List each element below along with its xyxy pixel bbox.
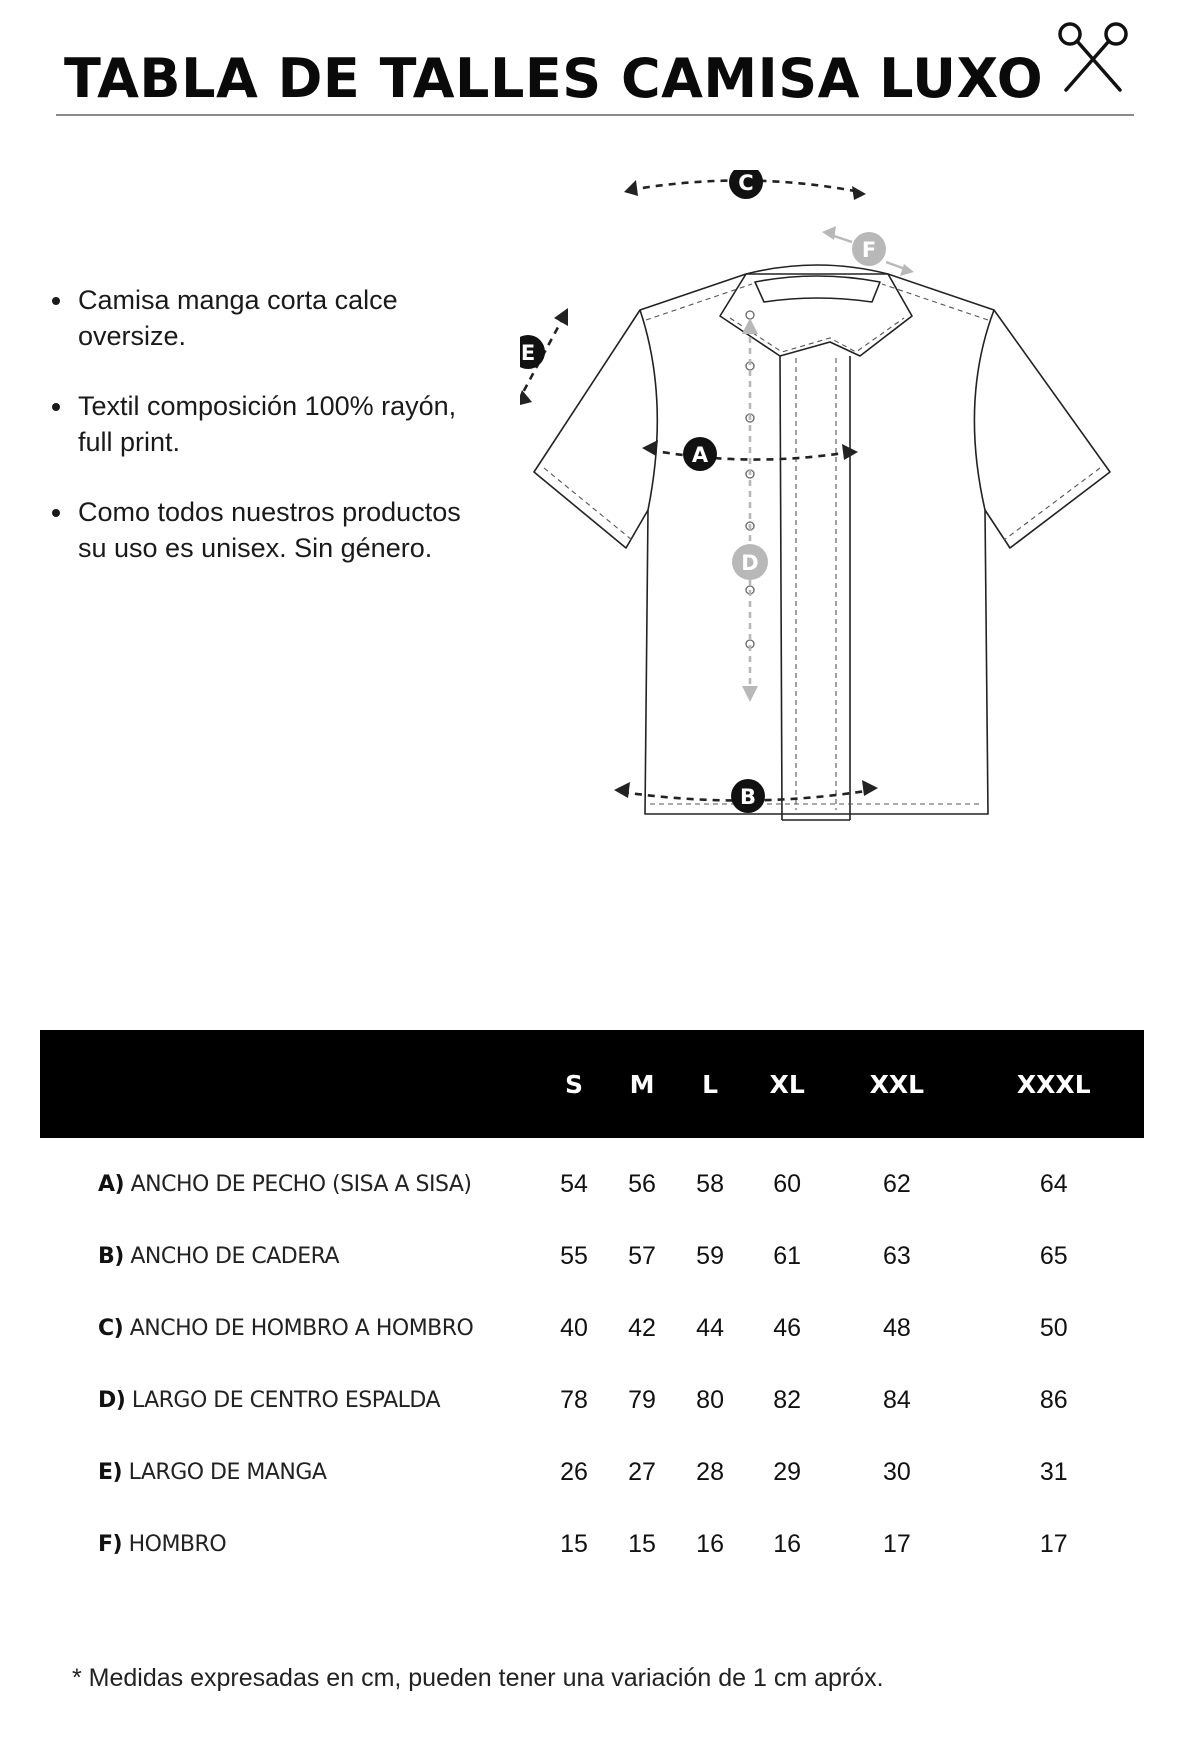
- measure-letter: F): [98, 1531, 123, 1557]
- measure-name: ANCHO DE PECHO (SISA A SISA): [130, 1171, 472, 1197]
- table-cell: 15: [560, 1529, 588, 1558]
- measure-name: ANCHO DE HOMBRO A HOMBRO: [129, 1315, 474, 1341]
- marker-f-label: F: [861, 238, 877, 262]
- measure-letter: E): [98, 1459, 123, 1485]
- table-row: [40, 1220, 1144, 1292]
- table-cell: 42: [628, 1313, 656, 1342]
- table-cell: 31: [1039, 1457, 1068, 1486]
- table-cell: 63: [882, 1241, 911, 1270]
- table-cell: 30: [882, 1457, 911, 1486]
- feature-list: [52, 282, 492, 600]
- measure-label: [40, 1220, 540, 1292]
- size-header-row: [40, 1030, 1144, 1138]
- feature-item: Camisa manga corta calce oversize.: [52, 282, 492, 354]
- page-title: TABLA DE TALLES CAMISA LUXO: [64, 47, 1044, 110]
- table-cell: 65: [1039, 1241, 1068, 1270]
- marker-e-label: E: [520, 341, 536, 365]
- feature-item: Como todos nuestros productos su uso es unisex. Sin género.: [52, 494, 492, 566]
- size-header: XL: [744, 1030, 830, 1138]
- table-cell: 28: [696, 1457, 724, 1486]
- table-cell: 54: [560, 1169, 588, 1198]
- table-cell: 55: [560, 1241, 588, 1270]
- table-cell: 50: [1039, 1313, 1068, 1342]
- header-blank: [40, 1030, 540, 1138]
- marker-d-label: D: [741, 551, 759, 575]
- table-row: [40, 1436, 1144, 1508]
- table-cell: 26: [560, 1457, 588, 1486]
- marker-a-label: A: [691, 443, 709, 467]
- table-row: [40, 1364, 1144, 1436]
- table-cell: 79: [628, 1385, 656, 1414]
- table-row: [40, 1138, 1144, 1220]
- measure-name: HOMBRO: [128, 1531, 227, 1557]
- arrow-heads: [520, 180, 878, 798]
- table-cell: 29: [773, 1457, 802, 1486]
- table-cell: 80: [696, 1385, 724, 1414]
- measure-name: LARGO DE MANGA: [128, 1459, 327, 1485]
- feature-item: Textil composición 100% rayón, full print.: [52, 388, 492, 460]
- table-cell: 82: [773, 1385, 802, 1414]
- marker-a: [683, 437, 717, 471]
- shirt-outline: [534, 265, 1110, 820]
- marker-d: [732, 544, 768, 580]
- measure-label: [40, 1138, 540, 1220]
- size-table: [40, 1030, 1144, 1580]
- measure-label: [40, 1364, 540, 1436]
- table-cell: 16: [696, 1529, 724, 1558]
- measure-name: ANCHO DE CADERA: [130, 1243, 340, 1269]
- table-cell: 15: [628, 1529, 656, 1558]
- marker-c: [729, 170, 763, 199]
- table-cell: 44: [696, 1313, 724, 1342]
- table-cell: 86: [1039, 1385, 1068, 1414]
- size-header: L: [676, 1030, 744, 1138]
- measure-letter: B): [98, 1243, 124, 1269]
- table-cell: 17: [1039, 1529, 1068, 1558]
- measure-label: [40, 1508, 540, 1580]
- size-header: XXL: [830, 1030, 963, 1138]
- table-cell: 60: [773, 1169, 802, 1198]
- table-cell: 62: [882, 1169, 911, 1198]
- table-cell: 27: [628, 1457, 656, 1486]
- table-cell: 40: [560, 1313, 588, 1342]
- measure-letter: A): [98, 1171, 125, 1197]
- marker-c-label: C: [738, 171, 754, 195]
- marker-e: [520, 335, 545, 369]
- table-row: [40, 1292, 1144, 1364]
- footnote: * Medidas expresadas en cm, pueden tener una variación de 1 cm apróx.: [72, 1664, 884, 1692]
- measure-name: LARGO DE CENTRO ESPALDA: [131, 1387, 441, 1413]
- table-cell: 17: [882, 1529, 911, 1558]
- size-header: XXXL: [964, 1030, 1144, 1138]
- table-cell: 61: [773, 1241, 802, 1270]
- measure-letter: D): [98, 1387, 126, 1413]
- shirt-measurement-diagram: [520, 170, 1120, 910]
- table-row: [40, 1508, 1144, 1580]
- size-header: M: [608, 1030, 676, 1138]
- table-cell: 16: [773, 1529, 802, 1558]
- table-cell: 46: [773, 1313, 802, 1342]
- table-cell: 78: [560, 1385, 588, 1414]
- measure-label: [40, 1292, 540, 1364]
- title-divider: [56, 114, 1134, 116]
- size-header: S: [540, 1030, 608, 1138]
- table-cell: 84: [882, 1385, 911, 1414]
- table-cell: 59: [696, 1241, 724, 1270]
- table-cell: 64: [1039, 1169, 1068, 1198]
- measure-label: [40, 1436, 540, 1508]
- measure-letter: C): [98, 1315, 124, 1341]
- marker-b-label: B: [739, 785, 757, 809]
- marker-b: [731, 779, 765, 813]
- table-cell: 58: [696, 1169, 724, 1198]
- scissors-icon: [1056, 20, 1130, 94]
- marker-f: [852, 232, 886, 266]
- table-cell: 57: [628, 1241, 656, 1270]
- table-cell: 56: [628, 1169, 656, 1198]
- table-cell: 48: [882, 1313, 911, 1342]
